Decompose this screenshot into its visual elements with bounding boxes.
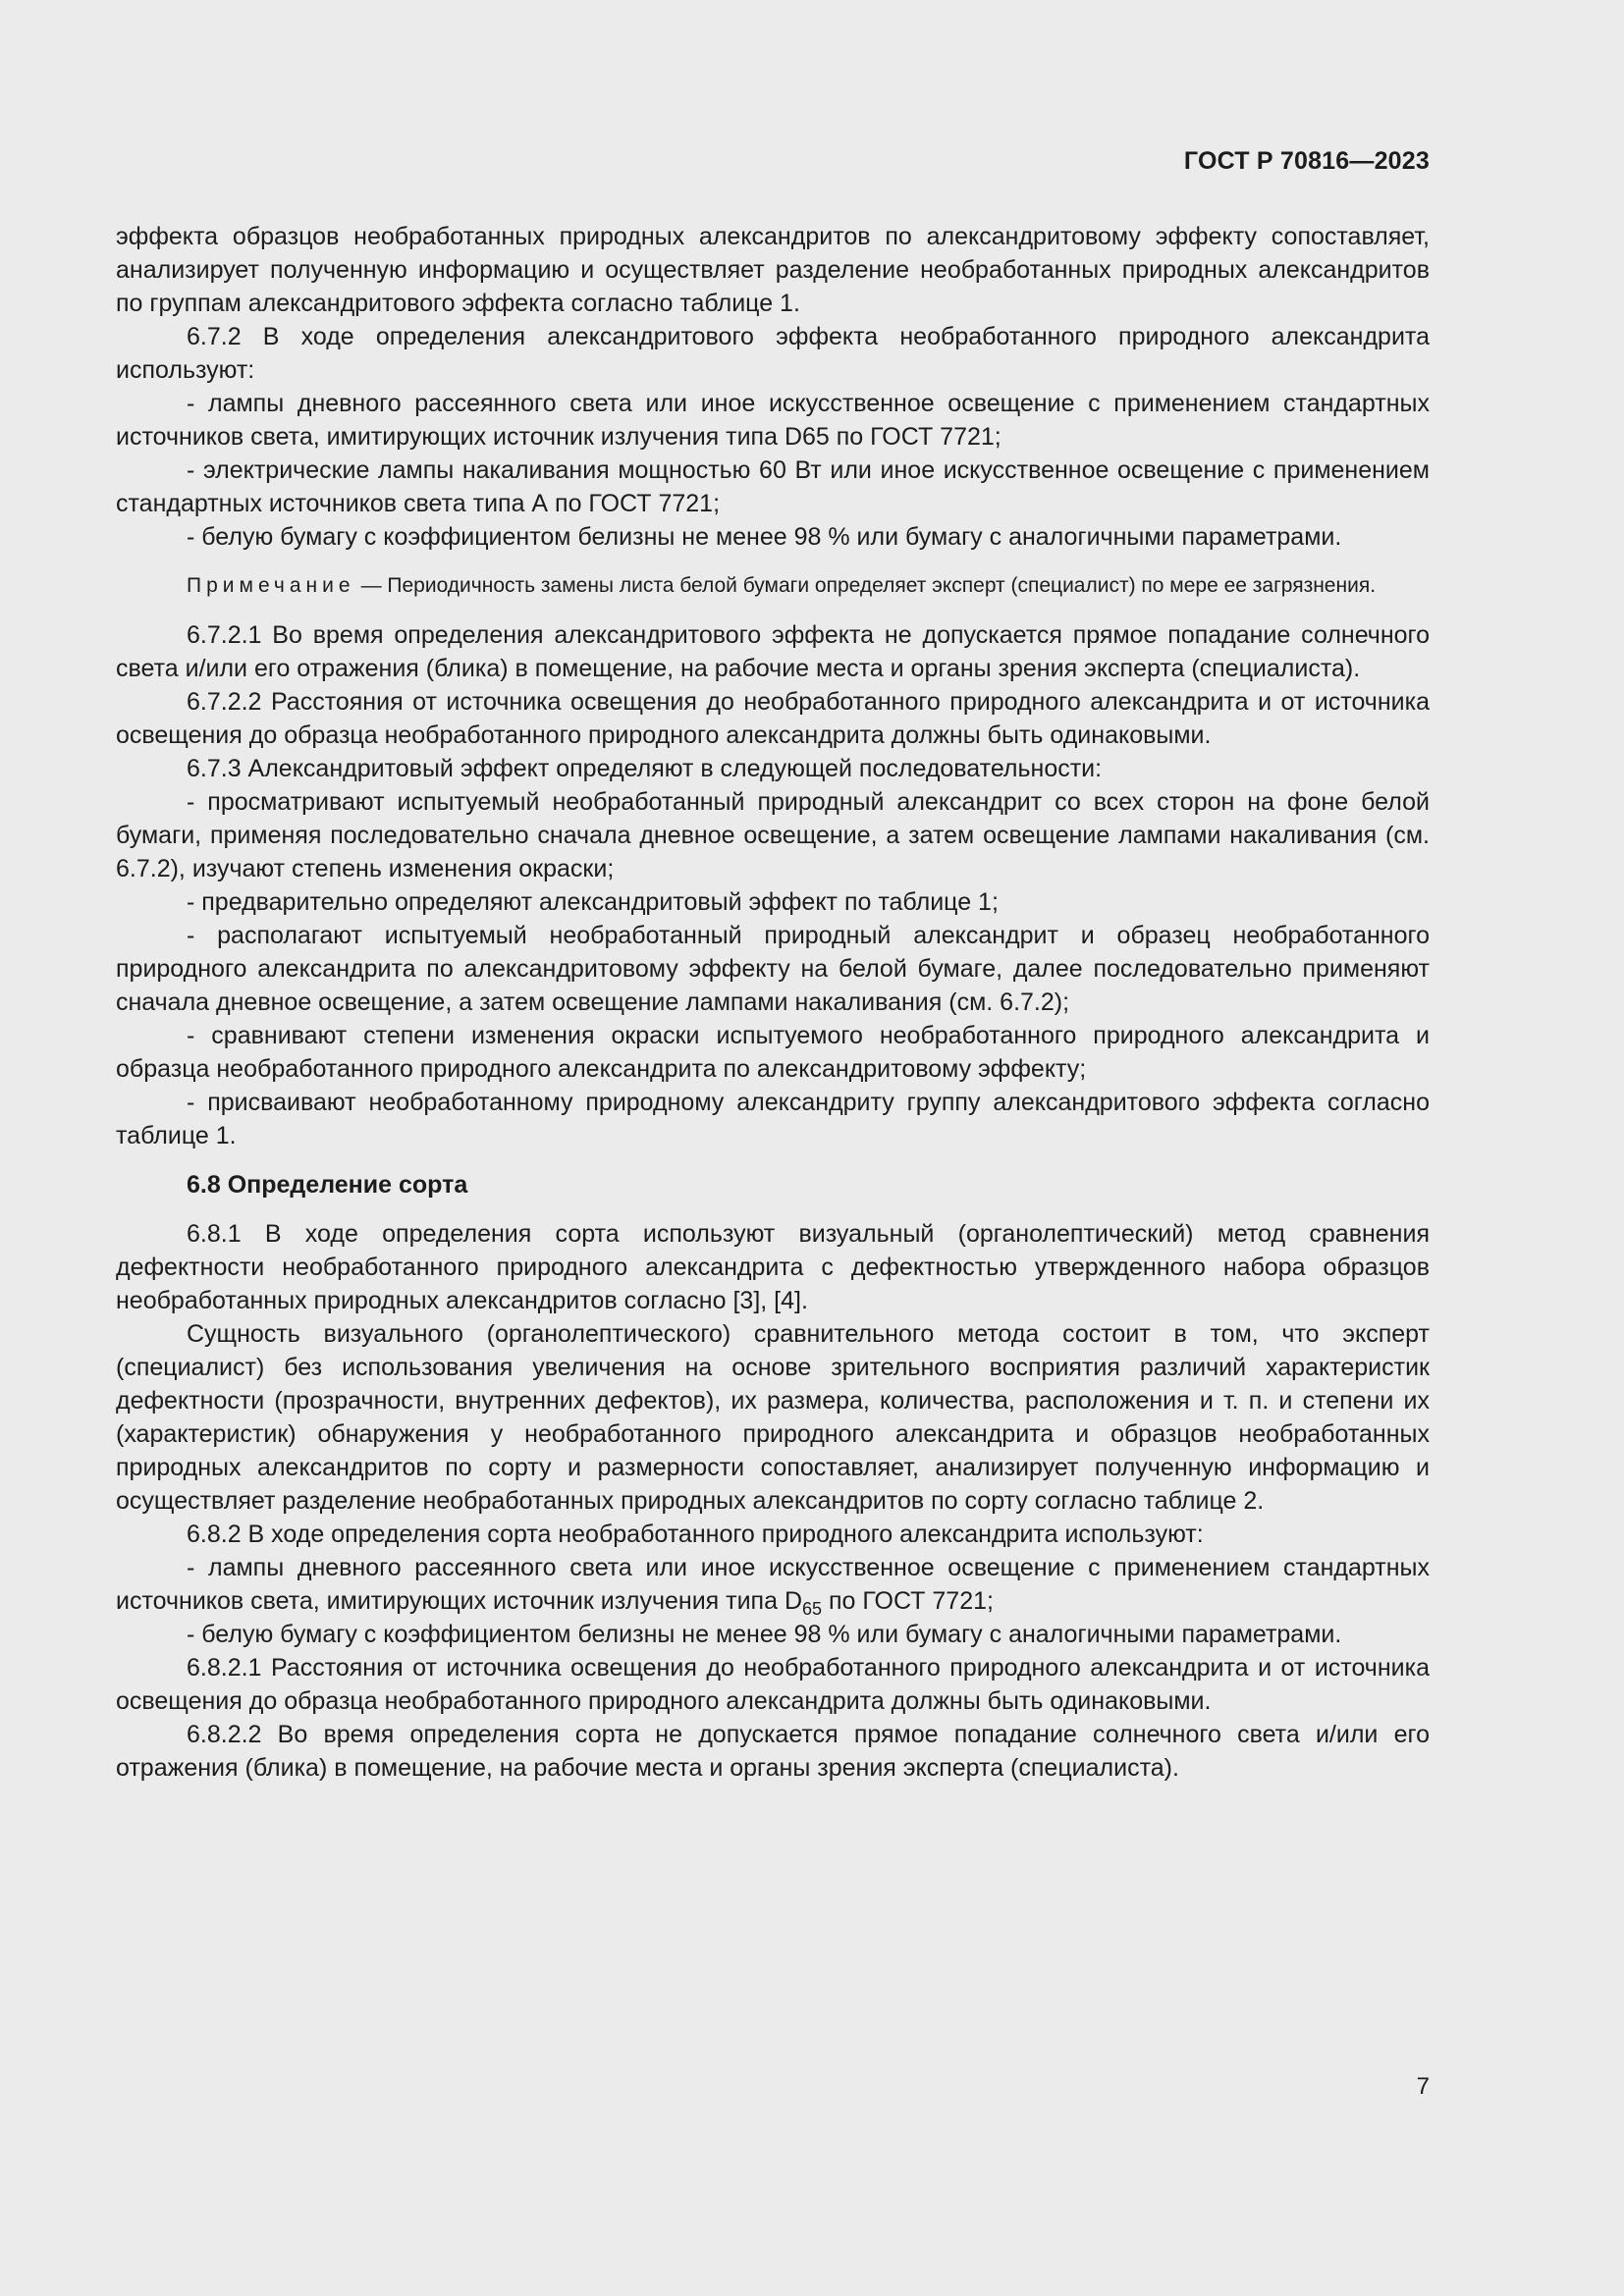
paragraph-continuation: эффекта образцов необработанных природных александритов по александритовому эффекту сопоставляет, анализирует полученную информацию и осуществляет разделение необработанных природных александритов по группам александритового эффекта согласно таблице 1. [116, 223, 1430, 317]
clause-6-7-2: 6.7.2 В ходе определения александритового эффекта необработанного природного александрита используют: [116, 323, 1430, 384]
list-item: - белую бумагу с коэффициентом белизны не менее 98 % или бумагу с аналогичными параметрами. [187, 1621, 1342, 1648]
list-item: - располагают испытуемый необработанный природный александрит и образец необработанного природного александрита по александритовому эффекту на белой бумаге, далее последовательно применяют сначала дневное освещение, а затем освещение лампами накаливания (см. 6.7.2); [116, 922, 1430, 1016]
list-item [116, 1551, 1430, 1618]
clause-6-7-2-2: 6.7.2.2 Расстояния от источника освещения до необработанного природного александрита и от источника освещения до образца необработанного природного александрита должны быть одинаковыми. [116, 688, 1430, 749]
list-item-text-end: по ГОСТ 7721; [822, 1587, 994, 1615]
clause-6-8-2: 6.8.2 В ходе определения сорта необработанного природного александрита используют: [187, 1521, 1204, 1548]
clause-6-8-1: 6.8.1 В ходе определения сорта используют визуальный (органолептический) метод сравнения дефектности необработанного природного александрита с дефектностью утвержденного набора образцов необработанных природных александритов согласно [3], [4]. [116, 1220, 1430, 1314]
list-item: - лампы дневного рассеянного света или иное искусственное освещение с применением стандартных источников света, имитирующих источник излучения типа D65 по ГОСТ 7721; [116, 390, 1430, 451]
document-body [116, 220, 1430, 1785]
document-header-id: ГОСТ Р 70816—2023 [1183, 147, 1430, 175]
note-label: Примечание [187, 574, 355, 597]
list-item: - присваивают необработанному природному александриту группу александритового эффекта согласно таблице 1. [116, 1089, 1430, 1149]
clause-6-7-2-1: 6.7.2.1 Во время определения александритового эффекта не допускается прямое попадание солнечного света и/или его отражения (блика) в помещение, на рабочие места и органы зрения эксперта (специалиста). [116, 621, 1430, 682]
note [116, 571, 1430, 601]
method-essence-paragraph: Сущность визуального (органолептического) сравнительного метода состоит в том, что эксперт (специалист) без использования увеличения на основе зрительного восприятия различий характеристик дефектности (прозрачности, внутренних дефектов), их размера, количества, расположения и т. п. и степени их (характеристик) обнаружения у необработанного природного александрита и образцов необработанных природных александритов по сорту и размерности сопоставляет, анализирует полученную информацию и осуществляет разделение необработанных природных александритов по сорту согласно таблице 2. [116, 1320, 1430, 1515]
list-item: - электрические лампы накаливания мощностью 60 Вт или иное искусственное освещение с применением стандартных источников света типа А по ГОСТ 7721; [116, 456, 1430, 517]
section-heading-6-8: 6.8 Определение сорта [187, 1171, 468, 1199]
clause-6-8-2-1: 6.8.2.1 Расстояния от источника освещения до необработанного природного александрита и от источника освещения до образца необработанного природного александрита должны быть одинаковыми. [116, 1654, 1430, 1715]
clause-6-7-3: 6.7.3 Александритовый эффект определяют в следующей последовательности: [187, 755, 1103, 782]
list-item-text: - лампы дневного рассеянного света или иное искусственное освещение с применением стандартных источников света, имитирующих источник излучения типа D [116, 1554, 1430, 1615]
list-item: - просматривают испытуемый необработанный природный александрит со всех сторон на фоне белой бумаги, применяя последовательно сначала дневное освещение, а затем освещение лампами накаливания (см. 6.7.2), изучают степень изменения окраски; [116, 788, 1430, 882]
page-number: 7 [1416, 2073, 1430, 2100]
note-text: — Периодичность замены листа белой бумаги определяет эксперт (специалист) по мере ее загрязнения. [360, 574, 1377, 597]
list-item: - сравнивают степени изменения окраски испытуемого необработанного природного александрита и образца необработанного природного александрита по александритовому эффекту; [116, 1022, 1430, 1083]
list-item: - белую бумагу с коэффициентом белизны не менее 98 % или бумагу с аналогичными параметрами. [187, 523, 1342, 551]
subscript-65: 65 [802, 1599, 823, 1619]
clause-6-8-2-2: 6.8.2.2 Во время определения сорта не допускается прямое попадание солнечного света и/или его отражения (блика) в помещение, на рабочие места и органы зрения эксперта (специалиста). [116, 1721, 1430, 1782]
list-item: - предварительно определяют александритовый эффект по таблице 1; [187, 888, 999, 916]
